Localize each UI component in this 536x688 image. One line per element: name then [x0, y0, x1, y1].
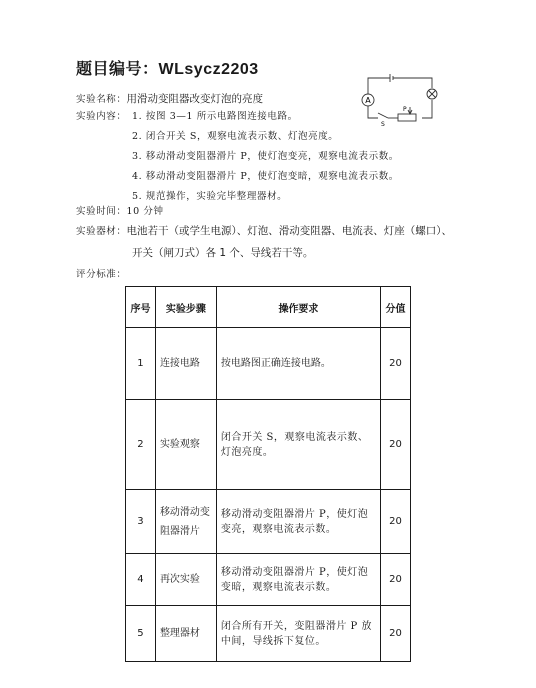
- question-id-heading: [76, 56, 259, 79]
- experiment-name-value: 用滑动变阻器改变灯泡的亮度: [126, 93, 264, 105]
- header-req: 操作要求: [216, 287, 380, 328]
- row-step: 移动滑动变阻器滑片: [155, 490, 216, 554]
- table-row: [126, 554, 411, 606]
- row-score: 20: [381, 554, 411, 606]
- experiment-content-list: [132, 107, 399, 207]
- criteria-line: [76, 268, 127, 282]
- row-req: 移动滑动变阻器滑片 P，使灯泡变暗，观察电流表示数。: [216, 554, 380, 606]
- circuit-wire: [368, 78, 390, 94]
- switch-label: S: [381, 121, 385, 126]
- experiment-name-line: [76, 92, 263, 107]
- table-row: [126, 606, 411, 662]
- header-step: 实验步骤: [155, 287, 216, 328]
- experiment-time-line: [76, 205, 164, 219]
- experiment-time-label: 实验时间：: [76, 206, 127, 217]
- row-score: 20: [381, 490, 411, 554]
- content-item: 5. 规范操作，实验完毕整理器材。: [132, 191, 288, 202]
- row-score: 20: [381, 606, 411, 662]
- row-step: 实验观察: [155, 400, 216, 490]
- header-no: 序号: [126, 287, 156, 328]
- experiment-content-label: 实验内容：: [76, 111, 127, 122]
- row-no: 5: [126, 606, 156, 662]
- content-item: 1. 按图 3—1 所示电路图连接电路。: [132, 111, 298, 122]
- slider-label: P: [403, 106, 407, 113]
- equipment-line-1: [76, 224, 452, 239]
- ammeter-label: A: [365, 96, 371, 105]
- circuit-wire-right: [422, 100, 432, 118]
- row-step: 再次实验: [155, 554, 216, 606]
- row-req: 按电路图正确连接电路。: [216, 328, 380, 400]
- circuit-wire-top-right: [393, 78, 432, 88]
- row-score: 20: [381, 400, 411, 490]
- table-row: [126, 328, 411, 400]
- rheostat-icon: [398, 114, 416, 121]
- equipment-line1: 电池若干（或学生电源）、灯泡、滑动变阻器、电流表、灯座（螺口）、: [126, 225, 453, 237]
- row-req: 闭合所有开关，变阻器滑片 P 放中间，导线拆下复位。: [216, 606, 380, 662]
- row-step: 连接电路: [155, 328, 216, 400]
- row-no: 4: [126, 554, 156, 606]
- experiment-name-label: 实验名称：: [76, 94, 127, 105]
- criteria-label: 评分标准：: [76, 269, 127, 280]
- experiment-content-label-line: [76, 110, 127, 124]
- row-req: 闭合开关 S，观察电流表示数、灯泡亮度。: [216, 400, 380, 490]
- scoring-table: [125, 286, 411, 662]
- question-id-code: WLsycz2203: [158, 61, 259, 78]
- table-row: [126, 490, 411, 554]
- table-row: [126, 400, 411, 490]
- header-score: 分值: [381, 287, 411, 328]
- equipment-line-2: [132, 246, 313, 261]
- experiment-time-value: 10 分钟: [126, 206, 164, 217]
- row-no: 1: [126, 328, 156, 400]
- row-no: 2: [126, 400, 156, 490]
- equipment-label: 实验器材：: [76, 226, 127, 237]
- row-no: 3: [126, 490, 156, 554]
- content-item: 4. 移动滑动变阻器滑片 P，使灯泡变暗，观察电流表示数。: [132, 171, 399, 182]
- question-id-prefix: 题目编号：: [76, 59, 159, 78]
- equipment-line2: 开关（闸刀式）各 1 个、导线若干等。: [132, 247, 314, 259]
- content-item: 3. 移动滑动变阻器滑片 P，使灯泡变亮，观察电流表示数。: [132, 151, 399, 162]
- table-header-row: [126, 287, 411, 328]
- row-step: 整理器材: [155, 606, 216, 662]
- row-score: 20: [381, 328, 411, 400]
- row-req: 移动滑动变阻器滑片 P，使灯泡变亮，观察电流表示数。: [216, 490, 380, 554]
- content-item: 2. 闭合开关 S，观察电流表示数、灯泡亮度。: [132, 131, 339, 142]
